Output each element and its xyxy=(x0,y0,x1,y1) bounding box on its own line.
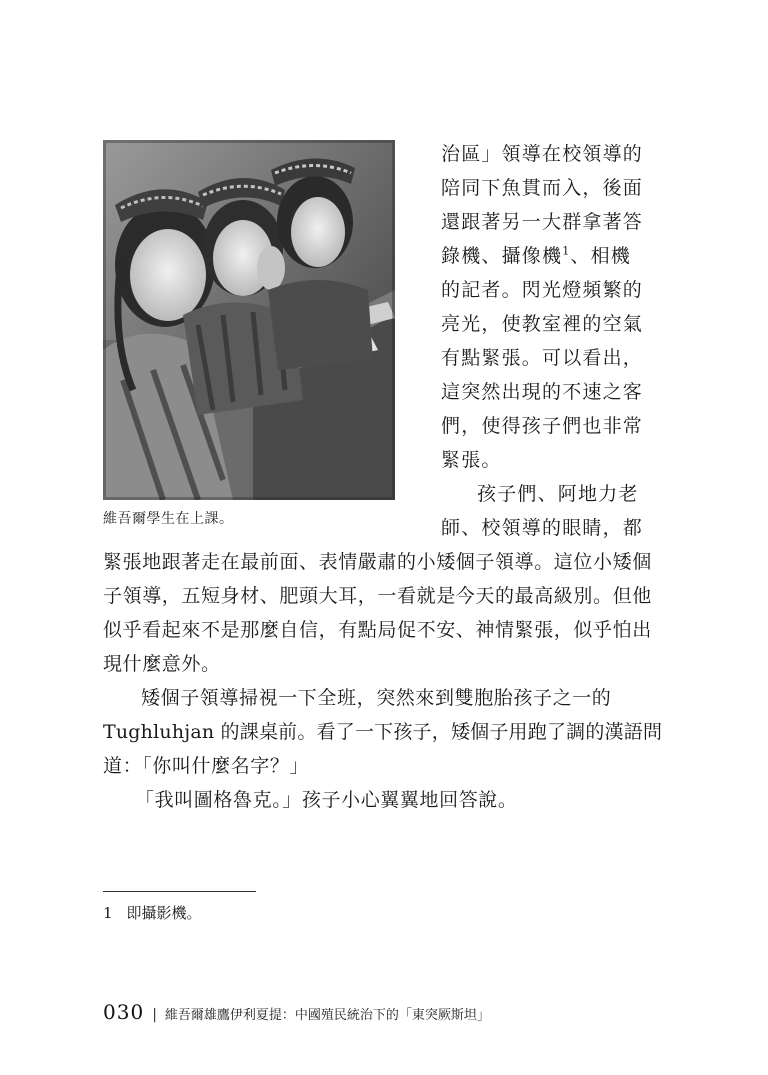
body-line: 的記者。閃光燈頻繁的 xyxy=(441,279,644,301)
body-line: 矮個子領導掃視一下全班，突然來到雙胞胎孩子之一的 xyxy=(141,687,612,709)
footnote-number: 1 xyxy=(103,904,113,922)
page-number: 030 xyxy=(103,1000,145,1024)
figure-caption: 維吾爾學生在上課。 xyxy=(103,511,234,527)
body-line: 師、校領導的眼睛，都 xyxy=(441,517,644,539)
body-line: 們，使得孩子們也非常 xyxy=(441,415,644,437)
body-line: 還跟著另一大群拿著答 xyxy=(441,211,644,233)
body-line-with-footnote xyxy=(441,242,631,270)
footnote xyxy=(103,902,202,923)
body-line: 道：「你叫什麼名字？」 xyxy=(103,755,310,777)
body-line: 「我叫圖格魯克。」孩子小心翼翼地回答說。 xyxy=(135,789,518,811)
body-line: 有點緊張。可以看出， xyxy=(441,347,644,369)
running-footer xyxy=(103,1000,490,1024)
footer-separator: | xyxy=(152,1007,157,1023)
body-line: 緊張。 xyxy=(441,449,502,471)
body-line-text: 、相機 xyxy=(570,245,632,267)
body-line: 子領導，五短身材、肥頭大耳，一看就是今天的最高級別。但他 xyxy=(103,585,652,607)
body-line: 孩子們、阿地力老 xyxy=(477,483,639,505)
body-line: 現什麼意外。 xyxy=(103,653,221,675)
footnote-divider xyxy=(103,891,256,892)
body-line: 治區」領導在校領導的 xyxy=(441,143,644,165)
body-line: 這突然出現的不速之客 xyxy=(441,381,644,403)
body-line: 亮光，使教室裡的空氣 xyxy=(441,313,644,335)
body-line-text: 錄機、攝像機 xyxy=(441,245,563,267)
body-line: 陪同下魚貫而入，後面 xyxy=(441,177,644,199)
body-line: Tughluhjan 的課桌前。看了一下孩子，矮個子用跑了調的漢語問 xyxy=(103,721,663,743)
footnote-text: 即攝影機。 xyxy=(126,904,202,922)
schoolchildren-photo-illustration xyxy=(103,140,395,500)
body-line: 似乎看起來不是那麼自信，有點局促不安、神情緊張，似乎怕出 xyxy=(103,619,652,641)
book-title: 維吾爾雄鷹伊利夏提：中國殖民統治下的「東突厥斯坦」 xyxy=(164,1008,490,1023)
figure-photo xyxy=(103,140,395,500)
body-line: 緊張地跟著走在最前面、表情嚴肅的小矮個子領導。這位小矮個 xyxy=(103,551,652,573)
footnote-reference[interactable]: 1 xyxy=(562,244,571,258)
